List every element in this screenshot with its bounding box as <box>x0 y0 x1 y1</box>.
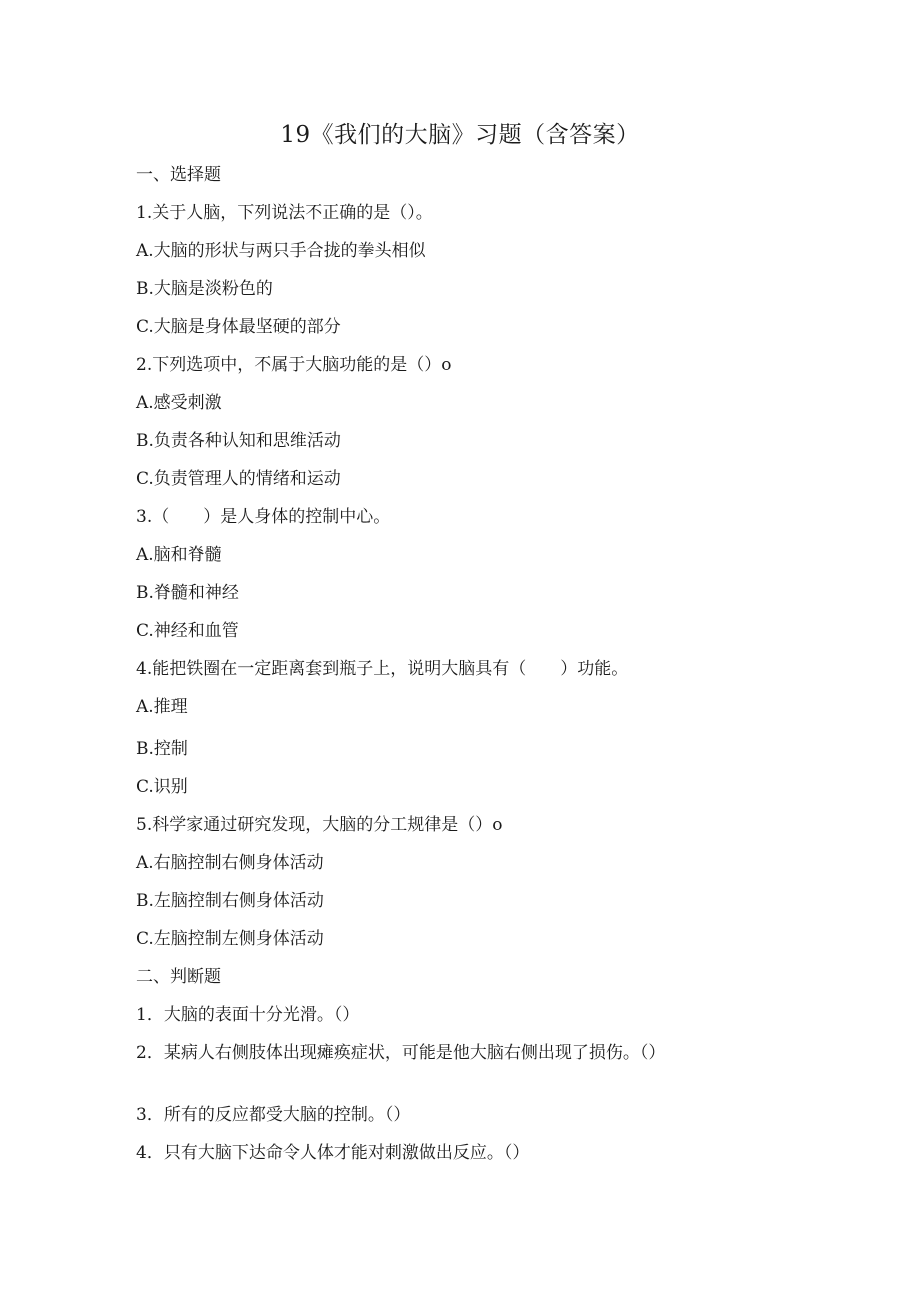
section-heading-judgement: 二、判断题 <box>136 967 221 987</box>
question-2-option-a: A.感受刺激 <box>136 393 222 413</box>
judgement-4: 4．只有大脑下达命令人体才能对刺激做出反应。（） <box>136 1143 530 1163</box>
judgement-3: 3．所有的反应都受大脑的控制。（） <box>136 1105 411 1125</box>
question-5-option-b: B.左脑控制右侧身体活动 <box>136 891 324 911</box>
question-2: 2.下列选项中，不属于大脑功能的是（）o <box>136 355 452 375</box>
judgement-2: 2．某病人右侧肢体出现瘫痪症状，可能是他大脑右侧出现了损伤。（） <box>136 1043 666 1063</box>
question-3: 3.（ ）是人身体的控制中心。 <box>136 507 391 527</box>
question-3-option-b: B.脊髓和神经 <box>136 583 239 603</box>
question-5-option-c: C.左脑控制左侧身体活动 <box>136 929 324 949</box>
question-2-option-c: C.负责管理人的情绪和运动 <box>136 469 341 489</box>
question-5-option-a: A.右脑控制右侧身体活动 <box>136 853 324 873</box>
question-1-option-b: B.大脑是淡粉色的 <box>136 279 273 299</box>
question-1-option-a: A.大脑的形状与两只手合拢的拳头相似 <box>136 241 426 261</box>
question-4: 4.能把铁圈在一定距离套到瓶子上，说明大脑具有（ ）功能。 <box>136 659 629 679</box>
question-3-option-c: C.神经和血管 <box>136 621 239 641</box>
question-1-option-c: C.大脑是身体最坚硬的部分 <box>136 317 341 337</box>
section-heading-choice: 一、选择题 <box>136 165 221 185</box>
question-4-option-c: C.识别 <box>136 777 188 797</box>
page-title: 19《我们的大脑》习题（含答案） <box>280 122 640 148</box>
question-4-option-a: A.推理 <box>136 697 188 717</box>
judgement-1: 1．大脑的表面十分光滑。（） <box>136 1005 360 1025</box>
question-3-option-a: A.脑和脊髓 <box>136 545 222 565</box>
question-2-option-b: B.负责各种认知和思维活动 <box>136 431 341 451</box>
question-1: 1.关于人脑，下列说法不正确的是（）。 <box>136 203 433 223</box>
question-4-option-b: B.控制 <box>136 739 188 759</box>
question-5: 5.科学家通过研究发现，大脑的分工规律是（）o <box>136 815 503 835</box>
